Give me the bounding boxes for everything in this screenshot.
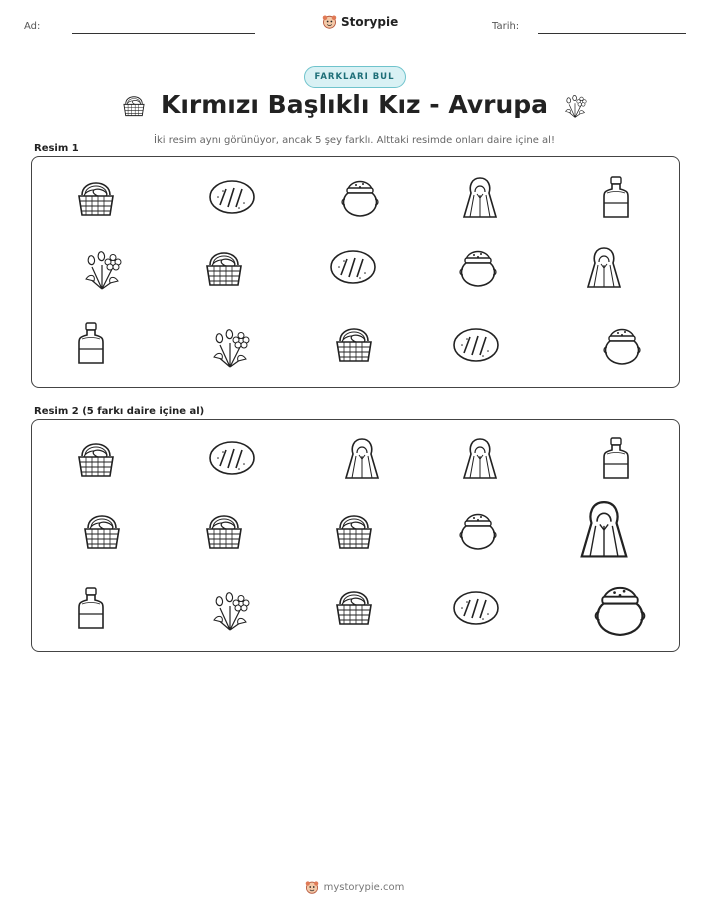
picture1-panel <box>31 156 680 388</box>
basket-icon[interactable] <box>332 584 376 628</box>
mascot-icon <box>305 880 319 894</box>
picture2-panel <box>31 419 680 652</box>
bottle-icon[interactable] <box>75 586 107 632</box>
picture1-label: Resim 1 <box>34 143 79 154</box>
brand-name: Storypie <box>341 14 399 29</box>
name-field[interactable] <box>72 33 255 34</box>
cloak-icon <box>584 245 624 291</box>
basket-icon[interactable] <box>80 508 124 552</box>
pot-icon[interactable] <box>456 508 500 552</box>
picture2-label: Resim 2 (5 farkı daire içine al) <box>34 406 205 417</box>
basket-icon[interactable] <box>202 508 246 552</box>
pot-icon[interactable] <box>590 576 650 642</box>
cloak-icon[interactable] <box>342 436 382 482</box>
flowers-icon <box>562 91 588 119</box>
pot-icon <box>456 245 500 289</box>
bottle-icon <box>75 321 107 367</box>
activity-badge: FARKLARI BUL <box>304 66 406 88</box>
date-label: Tarih: <box>492 21 520 32</box>
footer <box>305 880 405 894</box>
basket-icon[interactable] <box>332 508 376 552</box>
mascot-icon <box>322 14 337 29</box>
date-field[interactable] <box>538 33 686 34</box>
bread-icon[interactable] <box>452 588 500 628</box>
bread-icon <box>208 177 256 217</box>
bottle-icon <box>600 175 632 221</box>
basket-icon <box>202 245 246 289</box>
cloak-icon <box>460 175 500 221</box>
bread-icon[interactable] <box>208 438 256 478</box>
basket-icon <box>121 92 147 118</box>
instructions: İki resim aynı görünüyor, ancak 5 şey farklı. Alttaki resimde onları daire içine al! <box>154 135 555 146</box>
bread-icon <box>329 247 377 287</box>
flowers-icon[interactable] <box>208 586 252 632</box>
flowers-icon <box>80 245 124 291</box>
flowers-icon <box>208 323 252 369</box>
name-label: Ad: <box>24 21 41 32</box>
pot-icon <box>338 175 382 219</box>
cloak-icon[interactable] <box>460 436 500 482</box>
cloak-icon[interactable] <box>576 498 632 562</box>
bottle-icon[interactable] <box>600 436 632 482</box>
pot-icon <box>600 323 644 367</box>
page-title: Kırmızı Başlıklı Kız - Avrupa <box>160 90 549 119</box>
basket-icon <box>74 175 118 219</box>
basket-icon[interactable] <box>74 436 118 480</box>
brand-logo <box>322 14 398 29</box>
footer-url: mystorypie.com <box>323 881 405 893</box>
basket-icon <box>332 321 376 365</box>
bread-icon <box>452 325 500 365</box>
